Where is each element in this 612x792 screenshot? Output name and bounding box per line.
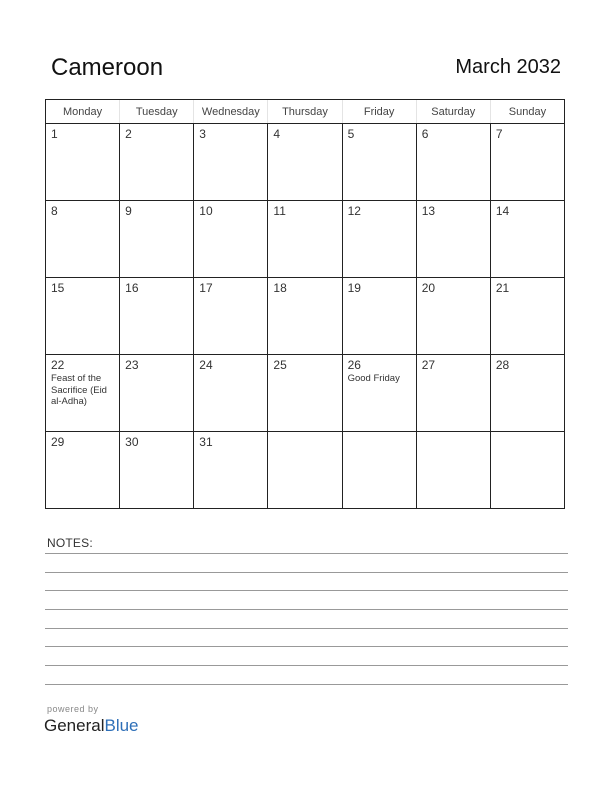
- day-number: 10: [199, 204, 213, 218]
- day-cell: [268, 278, 342, 355]
- day-number: 2: [125, 127, 132, 141]
- weekday-header: Tuesday: [120, 100, 194, 124]
- holiday-label: Good Friday: [347, 373, 400, 384]
- note-line: [45, 609, 568, 610]
- week-row: [46, 201, 565, 278]
- note-line: [45, 665, 568, 666]
- day-number: 15: [51, 281, 65, 295]
- day-number: 31: [199, 435, 213, 449]
- weekday-header: Monday: [46, 100, 120, 124]
- day-cell: [46, 201, 120, 278]
- day-cell: [342, 278, 416, 355]
- day-cell: [120, 278, 194, 355]
- day-cell: [46, 278, 120, 355]
- day-number: 19: [347, 281, 361, 295]
- day-cell: [194, 432, 268, 509]
- day-number: 5: [347, 127, 355, 141]
- generalblue-logo: [44, 716, 139, 736]
- day-number: 1: [51, 127, 58, 141]
- day-number: 7: [495, 127, 503, 141]
- day-number: 25: [273, 358, 287, 372]
- weekday-header: Thursday: [268, 100, 342, 124]
- day-cell: [46, 355, 120, 432]
- day-number: 12: [347, 204, 361, 218]
- day-number: 28: [495, 358, 510, 372]
- day-number: 30: [125, 435, 139, 449]
- month-year-title: March 2032: [455, 56, 561, 78]
- day-cell: [490, 201, 564, 278]
- day-number: 3: [199, 127, 206, 141]
- day-cell: [342, 432, 416, 509]
- brand-blue: Blue: [104, 716, 139, 735]
- day-number: 16: [125, 281, 139, 295]
- day-cell: [194, 124, 268, 201]
- brand-general: General: [44, 716, 105, 735]
- day-cell: [194, 355, 268, 432]
- weekday-header: Sunday: [490, 100, 564, 124]
- day-cell: [120, 432, 194, 509]
- day-cell: [46, 432, 120, 509]
- day-number: 21: [495, 281, 510, 295]
- day-cell: [120, 355, 194, 432]
- day-cell: [120, 201, 194, 278]
- day-cell: [416, 432, 490, 509]
- holiday-label: Feast of the Sacrifice (Eid al-Adha): [51, 373, 107, 407]
- day-cell: [194, 201, 268, 278]
- week-row: [46, 124, 565, 201]
- day-cell: [416, 278, 490, 355]
- week-row: [46, 355, 565, 432]
- day-cell: [416, 355, 490, 432]
- note-line: [45, 684, 568, 685]
- notes-label: NOTES:: [47, 536, 93, 550]
- day-number: 20: [421, 281, 436, 295]
- weekday-header-row: [46, 100, 565, 124]
- day-cell: [194, 278, 268, 355]
- day-number: 24: [199, 358, 213, 372]
- day-cell: [342, 355, 416, 432]
- powered-by-text: powered by: [47, 704, 99, 714]
- day-cell: [46, 124, 120, 201]
- week-row: [46, 278, 565, 355]
- note-line: [45, 572, 568, 573]
- day-number: 27: [421, 358, 436, 372]
- note-line: [45, 628, 568, 629]
- note-line: [45, 646, 568, 647]
- weekday-header: Saturday: [416, 100, 490, 124]
- day-number: 26: [347, 358, 361, 372]
- day-number: 4: [273, 127, 281, 141]
- week-row: [46, 432, 565, 509]
- day-cell: [268, 124, 342, 201]
- day-number: 14: [495, 204, 510, 218]
- weekday-header: Wednesday: [194, 100, 268, 124]
- day-cell: [268, 201, 342, 278]
- day-cell: [490, 278, 564, 355]
- day-cell: [268, 432, 342, 509]
- day-number: 6: [421, 127, 429, 141]
- day-number: 23: [125, 358, 139, 372]
- day-cell: [490, 432, 564, 509]
- day-number: 22: [51, 358, 65, 372]
- country-title: Cameroon: [51, 54, 164, 81]
- weekday-header: Friday: [342, 100, 416, 124]
- day-cell: [342, 201, 416, 278]
- day-cell: [120, 124, 194, 201]
- day-number: 18: [273, 281, 287, 295]
- day-number: 13: [421, 204, 436, 218]
- day-cell: [490, 124, 564, 201]
- day-cell: [268, 355, 342, 432]
- day-cell: [416, 124, 490, 201]
- day-cell: [416, 201, 490, 278]
- day-cell: [342, 124, 416, 201]
- day-number: 11: [273, 204, 286, 218]
- day-number: 8: [51, 204, 58, 218]
- note-line: [45, 553, 568, 554]
- calendar-grid: [45, 99, 565, 509]
- day-number: 29: [51, 435, 65, 449]
- day-number: 9: [125, 204, 132, 218]
- note-line: [45, 590, 568, 591]
- day-number: 17: [199, 281, 213, 295]
- day-cell: [490, 355, 564, 432]
